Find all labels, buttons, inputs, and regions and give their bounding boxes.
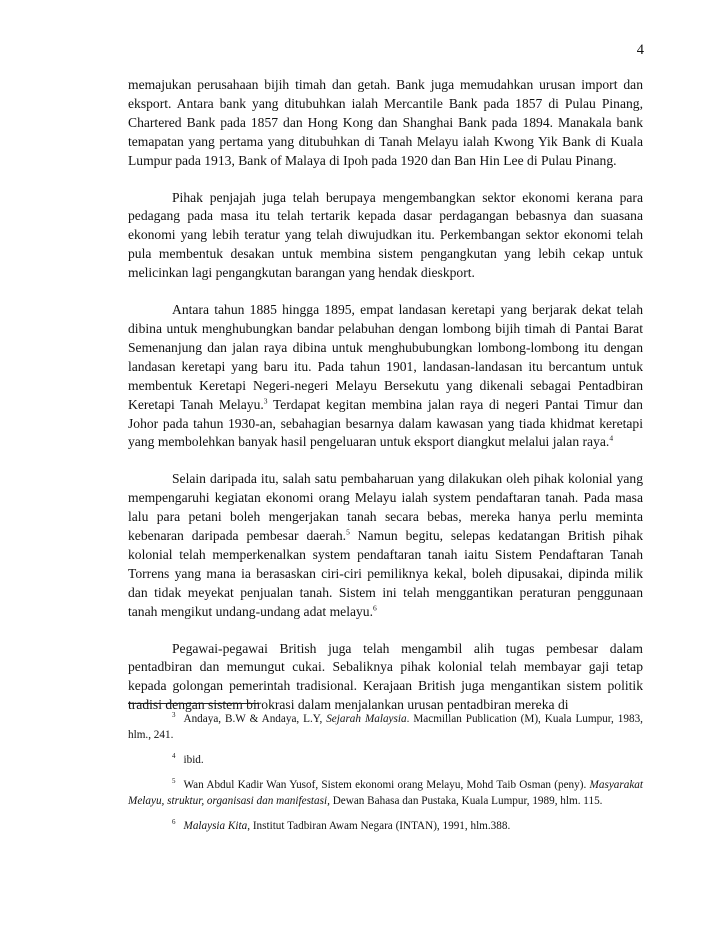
footnote-text: Dewan Bahasa dan Pustaka, Kuala Lumpur, 1989, hlm. 115. — [329, 795, 603, 807]
paragraph-4-text-b: Namun begitu, selepas kedatangan British pihak kolonial telah memperkenalkan system pendaftaran tanah iaitu Sistem Pendaftaran Tanah Torrens yang mana ia berasaskan ciri-ciri pemiliknya kekal, boleh dipusakai, dipinda milik dan tidak meyekat penjualan tanah. Sistem ini telah menggantikan peraturan penggunaan tanah mengikut undang-undang adat melayu. — [128, 528, 643, 619]
paragraph-4-text-a: Selain daripada itu, salah satu pembaharuan yang dilakukan oleh pihak kolonial yang mempengaruhi kegiatan ekonomi orang Melayu ialah system pendaftaran tanah. Pada masa lalu para petani boleh mengerjakan tanah secara bebas, mereka hanya perlu meminta kebenaran daripada pembesar daerah. — [128, 471, 643, 544]
footnote-number: 3 — [172, 711, 176, 720]
footnote-number: 4 — [172, 752, 176, 761]
footnote-number: 6 — [172, 818, 176, 827]
footnote-text: Andaya, B.W & Andaya, L.Y, — [183, 713, 327, 725]
paragraph-2: Pihak penjajah juga telah berupaya mengembangkan sektor ekonomi kerana para pedagang pada masa itu telah tertarik kepada dasar perdagangan bebasnya dan suasana ekonomi yang lebih teratur yang telah diwujudkan itu. Perkembangan sektor ekonomi telah pula membentuk desakan untuk membina sistem pengangkutan yang lebih cekap untuk melicinkan lagi pengangkutan barangan yang hendak dieskport. — [128, 189, 643, 281]
paragraph-4 — [128, 470, 643, 621]
footnote-ref-3: 3 — [263, 396, 268, 406]
footnote-text: ibid. — [183, 754, 204, 766]
page-number: 4 — [636, 42, 644, 58]
footnote-ref-4: 4 — [609, 433, 614, 443]
paragraph-1: memajukan perusahaan bijih timah dan getah. Bank juga memudahkan urusan import dan eksport. Antara bank yang ditubuhkan ialah Mercantile Bank pada 1857 di Pulau Pinang, Chartered Bank pada 1857 dan Hong Kong dan Shanghai Bank pada 1894. Manakala bank temapatan yang pertama yang ditubuhkan di Tanah Melayu ialah Kwong Yik Bank di Kuala Lumpur pada 1913, Bank of Malaya di Ipoh pada 1920 dan Ban Hin Lee di Pulau Pinang. — [128, 77, 643, 168]
footnote-ref-5: 5 — [346, 527, 350, 537]
footnotes — [128, 703, 643, 843]
footnote-text: . Macmillan Publication (M), Kuala Lumpur, 1983, hlm., 241. — [128, 713, 643, 741]
footnote-separator — [128, 703, 258, 704]
paragraph-3-text-a: Antara tahun 1885 hingga 1895, empat landasan keretapi yang berjarak dekat telah dibina untuk menghubungkan bandar pelabuhan dengan lombong bijih timah di Pantai Barat Semenanjung dan jalan raya dibina untuk menghububungkan lombong-lombong itu dengan landasan keretapi yang baru itu. Pada tahun 1901, landasan-landasan itu bercantum untuk membentuk Keretapi Negeri-negeri Melayu Bersekutu yang dikenali sebagai Pentadbiran Keretapi Tanah Melayu. — [128, 302, 643, 412]
paragraph-5: Pegawai-pegawai British juga telah mengambil alih tugas pembesar dalam pentadbiran dan memungut cukai. Sebaliknya pihak kolonial telah membayar gaji tetap kepada golongan pemerintah tradisional. Kerajaan British juga mengantikan sistem politik tradisi dengan sistem birokrasi dalam menjalankan urusan pentadbiran mereka di — [128, 640, 643, 713]
footnote-number: 5 — [172, 777, 176, 786]
footnote-text: Wan Abdul Kadir Wan Yusof, Sistem ekonomi orang Melayu, Mohd Taib Osman (peny). — [183, 779, 590, 791]
body-text — [128, 76, 643, 733]
paragraph-3 — [128, 301, 643, 452]
paragraph-3-text-b: Terdapat kegitan membina jalan raya di negeri Pantai Timur dan Johor pada tahun 1930-an, sebahagian besarnya dalam kawasan yang tiada khidmat keretapi yang membolehkan banyak hasil pengeluaran untuk eksport diangkut melalui jalan raya. — [128, 396, 643, 450]
footnote-title: Masyarakat Melayu, struktur, organisasi dan manifestasi, — [128, 779, 643, 807]
footnote-5 — [128, 777, 643, 809]
footnote-3 — [128, 711, 643, 743]
footnote-4 — [128, 752, 643, 768]
footnote-title: Malaysia Kita — [183, 820, 248, 832]
footnote-text: , Institut Tadbiran Awam Negara (INTAN), 1991, hlm.388. — [247, 820, 511, 832]
footnote-6 — [128, 818, 643, 834]
footnote-title: Sejarah Malaysia — [326, 713, 407, 725]
footnote-ref-6: 6 — [373, 603, 377, 613]
